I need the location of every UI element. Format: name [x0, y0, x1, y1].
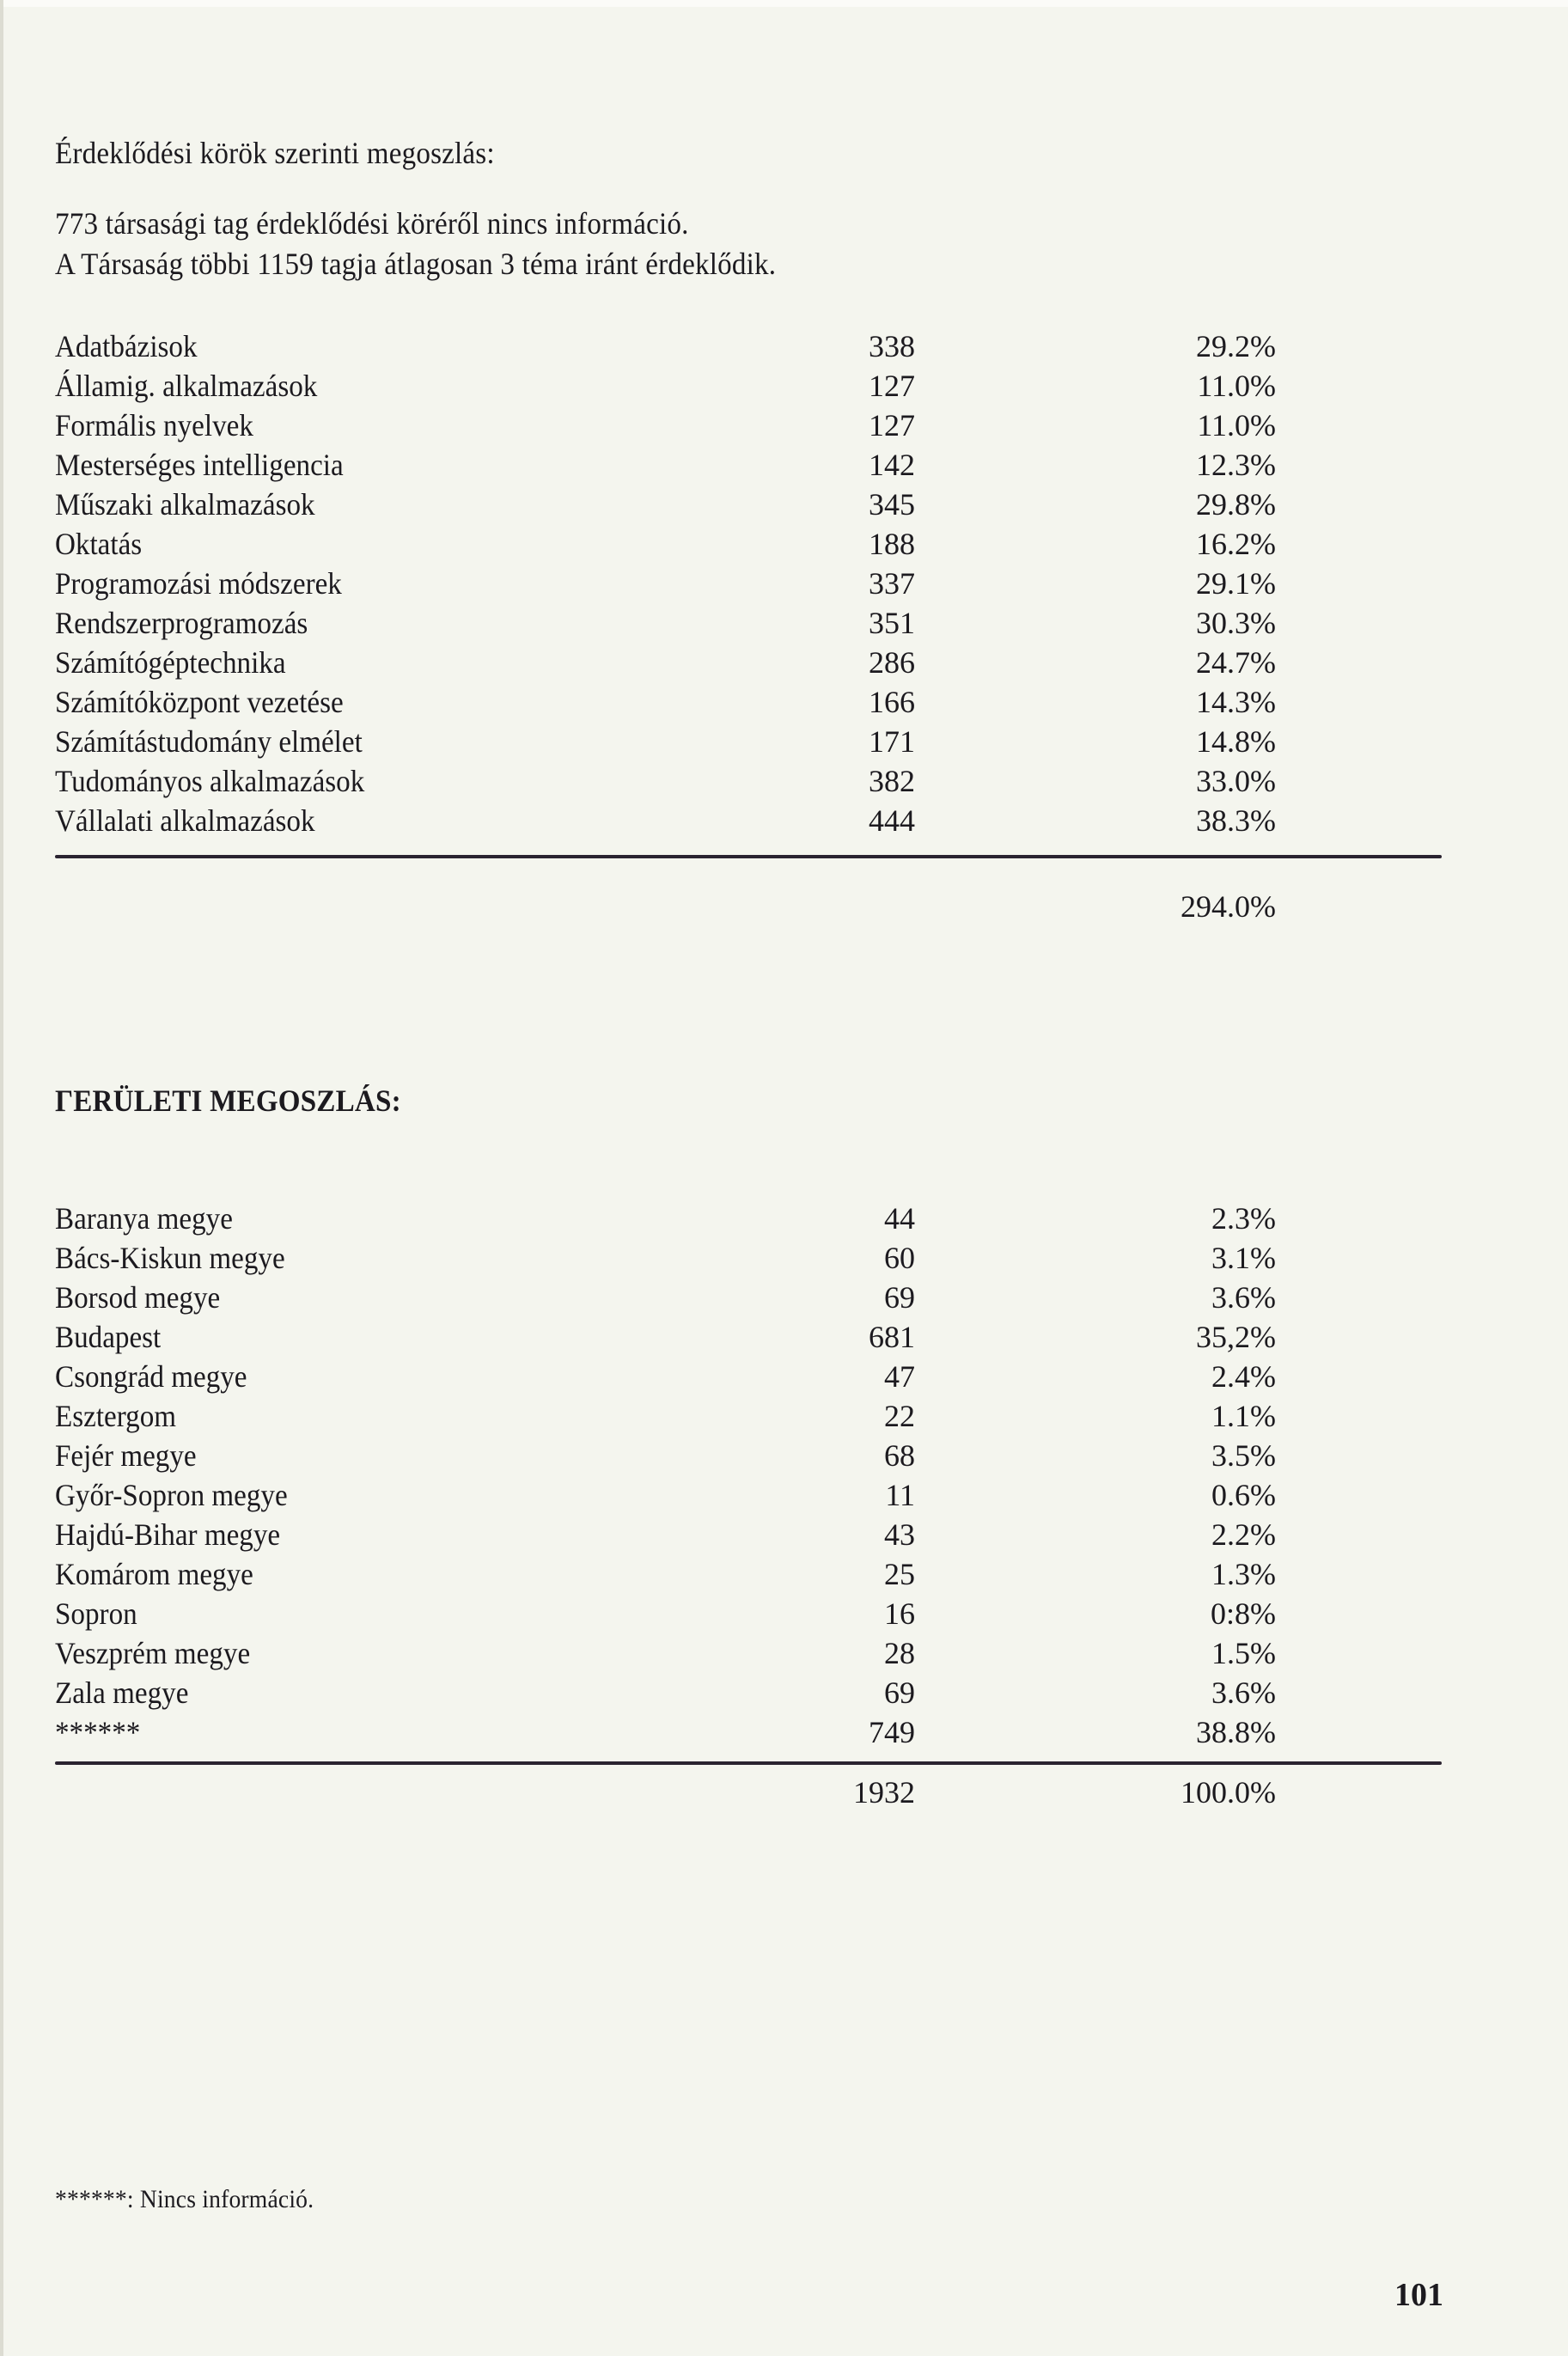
table-row: [0, 448, 1568, 487]
row-percent: 14.3%: [1196, 685, 1276, 719]
table-row: [0, 1517, 1568, 1557]
row-percent: 1.1%: [1211, 1399, 1276, 1433]
row-label: Rendszerprogramozás: [55, 606, 308, 640]
row-label: Komárom megye: [55, 1557, 253, 1591]
row-percent: 11.0%: [1197, 369, 1276, 403]
row-label: Veszprém megye: [55, 1636, 251, 1670]
interest-note-line1: 773 társasági tag érdeklődési köréről nincs információ.: [55, 206, 689, 241]
regional-title: ΓERÜLETI MEGOSZLÁS:: [55, 1083, 401, 1118]
row-percent: 14.8%: [1196, 724, 1276, 759]
row-label: Győr-Sopron megye: [55, 1478, 288, 1512]
row-label: Borsod megye: [55, 1280, 221, 1315]
row-percent: 29.8%: [1196, 487, 1276, 522]
regional-total-count: 1932: [853, 1775, 915, 1810]
table-row: [0, 1715, 1568, 1755]
row-count: 382: [869, 764, 915, 798]
row-percent: 3.6%: [1211, 1280, 1276, 1315]
table-row: [0, 408, 1568, 448]
table-row: [0, 803, 1568, 843]
table-row: [0, 1399, 1568, 1438]
row-percent: 30.3%: [1196, 606, 1276, 640]
table-row: [0, 1636, 1568, 1675]
row-percent: 24.7%: [1196, 645, 1276, 680]
row-count: 69: [884, 1675, 915, 1710]
table-row: [0, 645, 1568, 685]
row-percent: 35,2%: [1196, 1320, 1276, 1354]
interest-note-line2: A Társaság többi 1159 tagja átlagosan 3 téma iránt érdeklődik.: [55, 247, 777, 281]
table-row: [0, 1557, 1568, 1596]
row-count: 142: [869, 448, 915, 482]
row-label: Programozási módszerek: [55, 566, 342, 601]
row-label: Baranya megye: [55, 1201, 233, 1236]
row-count: 345: [869, 487, 915, 522]
row-percent: 2.2%: [1211, 1517, 1276, 1552]
row-count: 44: [884, 1201, 915, 1236]
row-label: Csongrád megye: [55, 1359, 247, 1394]
row-label: Sopron: [55, 1596, 137, 1631]
row-percent: 11.0%: [1197, 408, 1276, 443]
row-count: 43: [884, 1517, 915, 1552]
row-label: Bács-Kiskun megye: [55, 1241, 285, 1275]
table-row: [0, 1201, 1568, 1241]
row-label: Államig. alkalmazások: [55, 369, 318, 403]
page-number: 101: [1394, 2277, 1443, 2313]
row-label: Számítástudomány elmélet: [55, 724, 363, 759]
row-percent: 2.3%: [1211, 1201, 1276, 1236]
row-label: Fejér megye: [55, 1438, 197, 1473]
row-label: Műszaki alkalmazások: [55, 487, 315, 522]
interest-total-rule: [55, 855, 1442, 858]
row-count: 286: [869, 645, 915, 680]
row-percent: 0.6%: [1211, 1478, 1276, 1512]
row-count: 22: [884, 1399, 915, 1433]
row-count: 25: [884, 1557, 915, 1591]
interest-title: Érdeklődési körök szerinti megoszlás:: [55, 136, 495, 170]
row-label: Budapest: [55, 1320, 162, 1354]
row-count: 16: [884, 1596, 915, 1631]
table-row: [0, 1241, 1568, 1280]
row-count: 166: [869, 685, 915, 719]
row-label: Adatbázisok: [55, 329, 198, 363]
table-row: [0, 369, 1568, 408]
footnote: ******: Nincs információ.: [55, 2185, 314, 2213]
row-percent: 3.5%: [1211, 1438, 1276, 1473]
row-label: Tudományos alkalmazások: [55, 764, 365, 798]
row-count: 337: [869, 566, 915, 601]
row-count: 11: [885, 1478, 915, 1512]
row-label: Zala megye: [55, 1675, 189, 1710]
row-count: 127: [869, 408, 915, 443]
row-percent: 1.3%: [1211, 1557, 1276, 1591]
row-count: 749: [869, 1715, 915, 1749]
row-label: Vállalati alkalmazások: [55, 803, 315, 838]
row-percent: 29.2%: [1196, 329, 1276, 363]
row-percent: 12.3%: [1196, 448, 1276, 482]
row-percent: 0:8%: [1211, 1596, 1276, 1631]
table-row: [0, 329, 1568, 369]
row-percent: 38.8%: [1196, 1715, 1276, 1749]
row-count: 171: [869, 724, 915, 759]
row-percent: 29.1%: [1196, 566, 1276, 601]
row-label: ******: [55, 1715, 141, 1749]
table-row: [0, 1596, 1568, 1636]
interest-total-row: [0, 889, 1568, 929]
table-row: [0, 1675, 1568, 1715]
row-percent: 3.6%: [1211, 1675, 1276, 1710]
row-count: 681: [869, 1320, 915, 1354]
row-count: 338: [869, 329, 915, 363]
row-label: Esztergom: [55, 1399, 177, 1433]
row-percent: 1.5%: [1211, 1636, 1276, 1670]
interest-total-pct: 294.0%: [1181, 889, 1276, 924]
table-row: [0, 1478, 1568, 1517]
table-row: [0, 1438, 1568, 1478]
row-count: 60: [884, 1241, 915, 1275]
page-top-strip: [0, 0, 1568, 7]
row-count: 127: [869, 369, 915, 403]
row-count: 188: [869, 527, 915, 561]
table-row: [0, 527, 1568, 566]
regional-total-row: [0, 1775, 1568, 1815]
row-label: Formális nyelvek: [55, 408, 253, 443]
row-percent: 3.1%: [1211, 1241, 1276, 1275]
row-label: Számítóközpont vezetése: [55, 685, 344, 719]
row-percent: 33.0%: [1196, 764, 1276, 798]
table-row: [0, 566, 1568, 606]
row-percent: 2.4%: [1211, 1359, 1276, 1394]
row-percent: 38.3%: [1196, 803, 1276, 838]
regional-total-rule: [55, 1761, 1442, 1765]
row-count: 28: [884, 1636, 915, 1670]
table-row: [0, 487, 1568, 527]
table-row: [0, 1280, 1568, 1320]
table-row: [0, 685, 1568, 724]
row-count: 47: [884, 1359, 915, 1394]
table-row: [0, 1320, 1568, 1359]
table-row: [0, 764, 1568, 803]
row-count: 351: [869, 606, 915, 640]
table-row: [0, 1359, 1568, 1399]
table-row: [0, 724, 1568, 764]
row-count: 444: [869, 803, 915, 838]
row-label: Hajdú-Bihar megye: [55, 1517, 281, 1552]
row-count: 69: [884, 1280, 915, 1315]
table-row: [0, 606, 1568, 645]
row-percent: 16.2%: [1196, 527, 1276, 561]
row-label: Mesterséges intelligencia: [55, 448, 344, 482]
row-label: Oktatás: [55, 527, 143, 561]
row-label: Számítógéptechnika: [55, 645, 286, 680]
row-count: 68: [884, 1438, 915, 1473]
regional-total-pct: 100.0%: [1181, 1775, 1276, 1810]
